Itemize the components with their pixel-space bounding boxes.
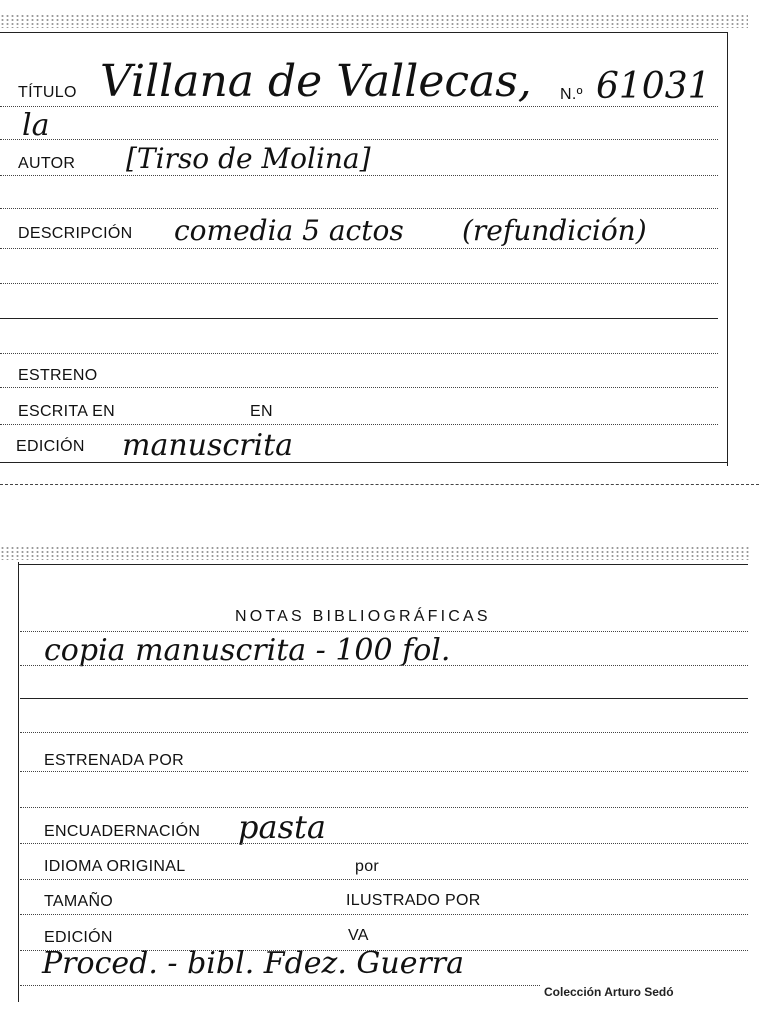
- titulo-value: Villana de Vallecas,: [100, 56, 532, 107]
- descripcion-value: comedia 5 actos: [174, 214, 404, 247]
- number-prefix-label: N.º: [560, 86, 583, 103]
- notas-line-3: [20, 732, 748, 733]
- idioma-line: [20, 879, 748, 880]
- escrita-line: [0, 424, 718, 425]
- card-1-right-border: [727, 32, 728, 466]
- estreno-line: [0, 387, 718, 388]
- encuadernacion-line: [20, 843, 748, 844]
- descripcion-label: DESCRIPCIÓN: [18, 225, 133, 242]
- card-2-top-edge-noise: [0, 546, 750, 560]
- edicion-2-partial: VA: [348, 927, 369, 944]
- card-2-top-border: [18, 564, 748, 565]
- ilustrado-por-label: ILUSTRADO POR: [346, 892, 481, 909]
- titulo-line-2: [0, 139, 718, 140]
- tamano-label: TAMAÑO: [44, 893, 114, 910]
- card-1-bottom-edge: [0, 484, 759, 485]
- procedencia-line: [20, 985, 540, 986]
- procedencia-value: Proced. - bibl. Fdez. Guerra: [42, 946, 465, 981]
- encuadernacion-value: pasta: [238, 808, 326, 846]
- card-2-left-border: [18, 562, 19, 1002]
- edicion-2-label: EDICIÓN: [44, 929, 113, 946]
- tamano-line: [20, 914, 748, 915]
- catalog-number: 61031: [596, 66, 711, 107]
- en-label: EN: [250, 403, 273, 420]
- notas-value: copia manuscrita - 100 fol.: [44, 633, 451, 668]
- descripcion-line-2: [0, 283, 718, 284]
- notas-heading: NOTAS BIBLIOGRÁFICAS: [235, 608, 491, 625]
- heading-line: [20, 631, 748, 632]
- descripcion-line-3: [0, 318, 718, 319]
- descripcion-line: [0, 248, 718, 249]
- autor-line-2: [0, 208, 718, 209]
- titulo-line: [0, 106, 718, 107]
- escrita-en-label: ESCRITA EN: [18, 403, 115, 420]
- catalog-card-2: [0, 538, 759, 1028]
- coleccion-stamp: Colección Arturo Sedó: [544, 985, 674, 999]
- card-1-top-border: [0, 32, 728, 33]
- descripcion-line-4: [0, 353, 718, 354]
- idioma-original-label: IDIOMA ORIGINAL: [44, 858, 186, 875]
- estreno-label: ESTRENO: [18, 367, 98, 384]
- catalog-card-1: [0, 0, 759, 495]
- estrenada-por-label: ESTRENADA POR: [44, 752, 184, 769]
- autor-value: [Tirso de Molina]: [126, 142, 371, 175]
- descripcion-note: (refundición): [462, 214, 647, 247]
- edicion-label: EDICIÓN: [16, 438, 85, 455]
- edicion-value: manuscrita: [122, 428, 294, 463]
- notas-line: [20, 665, 748, 666]
- autor-label: AUTOR: [18, 155, 76, 172]
- estrenada-line-2: [20, 807, 748, 808]
- titulo-continuation: la: [22, 108, 50, 143]
- por-label: por: [355, 858, 380, 875]
- titulo-label: TÍTULO: [18, 84, 77, 101]
- autor-line: [0, 175, 718, 176]
- estrenada-line: [20, 771, 748, 772]
- edicion-line: [0, 462, 728, 463]
- card-1-top-edge-noise: [0, 14, 748, 28]
- notas-line-2: [20, 698, 748, 699]
- encuadernacion-label: ENCUADERNACIÓN: [44, 823, 201, 840]
